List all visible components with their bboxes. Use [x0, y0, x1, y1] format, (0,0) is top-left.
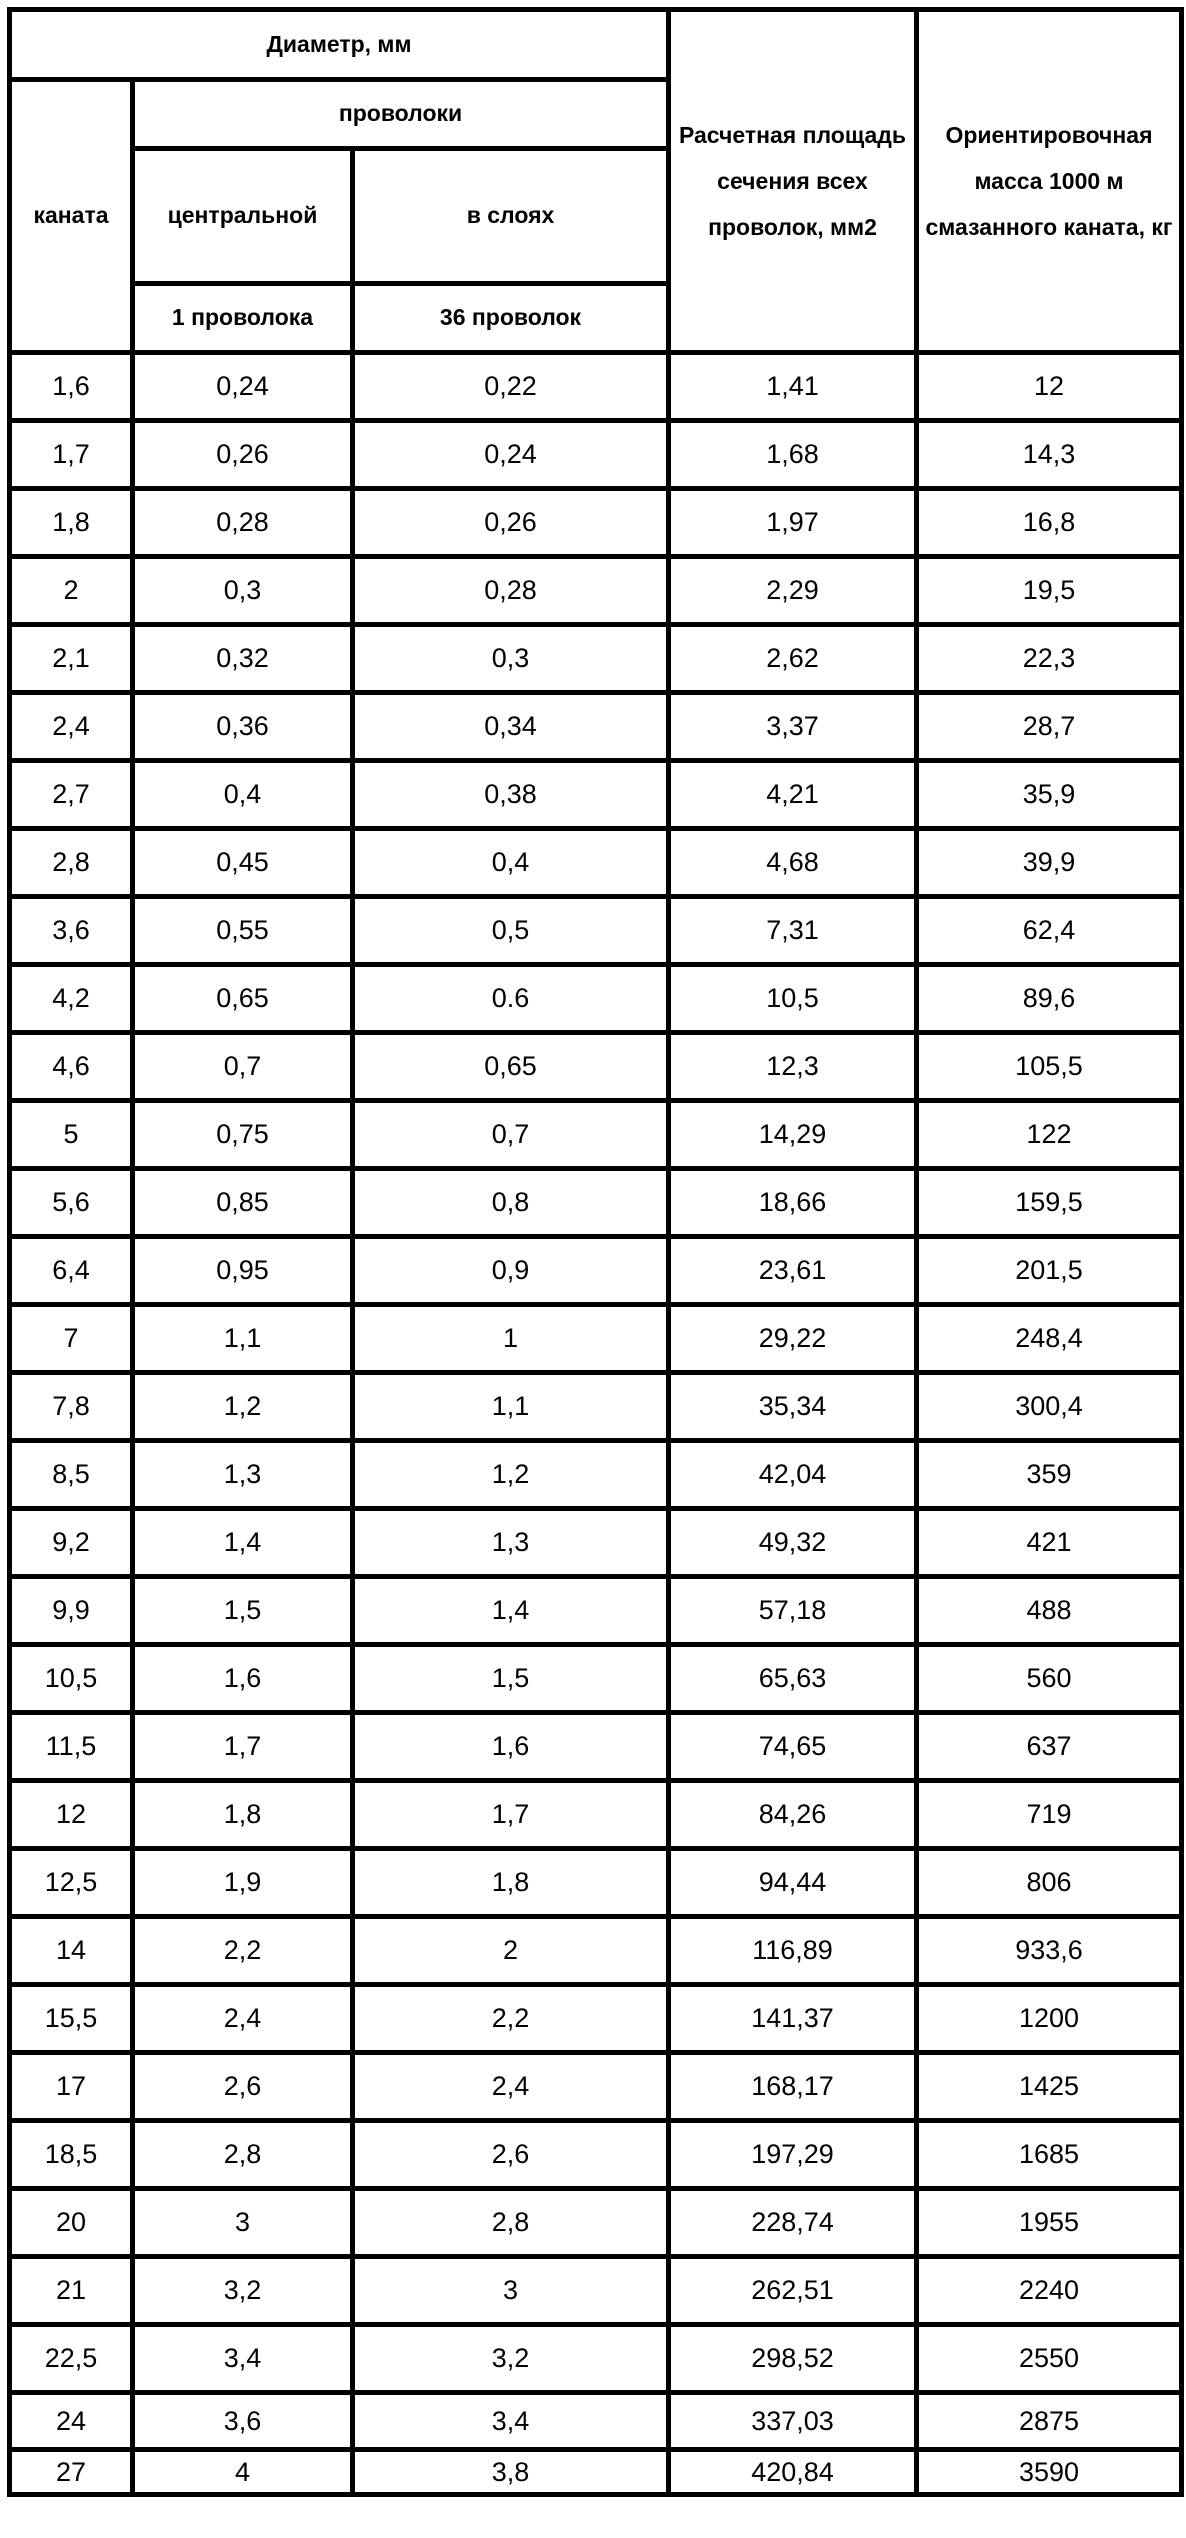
cell-central-wire-diameter: 0,75 [133, 1101, 353, 1169]
cell-mass-per-1000m: 359 [917, 1441, 1182, 1509]
table-row [10, 1237, 1182, 1305]
cell-cross-section-area: 197,29 [669, 2121, 917, 2189]
cell-central-wire-diameter: 2,8 [133, 2121, 353, 2189]
cell-cross-section-area: 23,61 [669, 1237, 917, 1305]
cell-layer-wire-diameter: 0,3 [353, 625, 669, 693]
table-row [10, 1645, 1182, 1713]
cell-layer-wire-diameter: 0,7 [353, 1101, 669, 1169]
cell-cross-section-area: 29,22 [669, 1305, 917, 1373]
cell-mass-per-1000m: 201,5 [917, 1237, 1182, 1305]
cell-layer-wire-diameter: 0,34 [353, 693, 669, 761]
cell-rope-diameter: 15,5 [10, 1985, 133, 2053]
cell-rope-diameter: 12,5 [10, 1849, 133, 1917]
cell-central-wire-diameter: 2,4 [133, 1985, 353, 2053]
cell-cross-section-area: 3,37 [669, 693, 917, 761]
table-row [10, 2450, 1182, 2495]
cell-rope-diameter: 21 [10, 2257, 133, 2325]
table-row [10, 1849, 1182, 1917]
cell-mass-per-1000m: 1200 [917, 1985, 1182, 2053]
cell-central-wire-diameter: 1,3 [133, 1441, 353, 1509]
cell-rope-diameter: 5 [10, 1101, 133, 1169]
cell-central-wire-diameter: 1,5 [133, 1577, 353, 1645]
cell-cross-section-area: 228,74 [669, 2189, 917, 2257]
cell-cross-section-area: 57,18 [669, 1577, 917, 1645]
table-row [10, 1033, 1182, 1101]
cell-central-wire-diameter: 0,55 [133, 897, 353, 965]
cell-cross-section-area: 116,89 [669, 1917, 917, 1985]
cell-mass-per-1000m: 2875 [917, 2393, 1182, 2450]
cell-layer-wire-diameter: 1,5 [353, 1645, 669, 1713]
cell-mass-per-1000m: 105,5 [917, 1033, 1182, 1101]
cell-cross-section-area: 35,34 [669, 1373, 917, 1441]
table-row [10, 557, 1182, 625]
cell-rope-diameter: 5,6 [10, 1169, 133, 1237]
cell-central-wire-diameter: 3,6 [133, 2393, 353, 2450]
cell-rope-diameter: 9,9 [10, 1577, 133, 1645]
header-mass: Ориентировочная масса 1000 м смазанного каната, кг [917, 10, 1182, 353]
cell-layer-wire-diameter: 3,4 [353, 2393, 669, 2450]
cell-mass-per-1000m: 62,4 [917, 897, 1182, 965]
cell-central-wire-diameter: 0,65 [133, 965, 353, 1033]
cell-mass-per-1000m: 421 [917, 1509, 1182, 1577]
cell-central-wire-diameter: 2,2 [133, 1917, 353, 1985]
cell-cross-section-area: 1,41 [669, 353, 917, 421]
cell-central-wire-diameter: 3,4 [133, 2325, 353, 2393]
cell-mass-per-1000m: 28,7 [917, 693, 1182, 761]
header-one-wire: 1 проволока [133, 284, 353, 353]
cell-layer-wire-diameter: 2,2 [353, 1985, 669, 2053]
cell-central-wire-diameter: 0,32 [133, 625, 353, 693]
wire-rope-table [7, 7, 1184, 2497]
table-row [10, 1713, 1182, 1781]
header-central-wire: центральной [133, 149, 353, 284]
cell-mass-per-1000m: 1425 [917, 2053, 1182, 2121]
cell-mass-per-1000m: 300,4 [917, 1373, 1182, 1441]
header-in-layers: в слоях [353, 149, 669, 284]
table-row [10, 1101, 1182, 1169]
cell-rope-diameter: 2,4 [10, 693, 133, 761]
cell-central-wire-diameter: 2,6 [133, 2053, 353, 2121]
table-row [10, 1577, 1182, 1645]
cell-central-wire-diameter: 0,45 [133, 829, 353, 897]
cell-mass-per-1000m: 2240 [917, 2257, 1182, 2325]
cell-layer-wire-diameter: 1,2 [353, 1441, 669, 1509]
cell-rope-diameter: 7 [10, 1305, 133, 1373]
cell-cross-section-area: 7,31 [669, 897, 917, 965]
table-row [10, 489, 1182, 557]
cell-rope-diameter: 2,7 [10, 761, 133, 829]
cell-layer-wire-diameter: 0.6 [353, 965, 669, 1033]
cell-mass-per-1000m: 637 [917, 1713, 1182, 1781]
cell-layer-wire-diameter: 2 [353, 1917, 669, 1985]
cell-cross-section-area: 4,68 [669, 829, 917, 897]
cell-cross-section-area: 49,32 [669, 1509, 917, 1577]
cell-central-wire-diameter: 0,24 [133, 353, 353, 421]
cell-cross-section-area: 168,17 [669, 2053, 917, 2121]
table-row [10, 897, 1182, 965]
cell-cross-section-area: 337,03 [669, 2393, 917, 2450]
cell-mass-per-1000m: 14,3 [917, 421, 1182, 489]
cell-central-wire-diameter: 0,26 [133, 421, 353, 489]
cell-rope-diameter: 8,5 [10, 1441, 133, 1509]
table-row [10, 829, 1182, 897]
cell-rope-diameter: 3,6 [10, 897, 133, 965]
cell-mass-per-1000m: 1955 [917, 2189, 1182, 2257]
cell-cross-section-area: 4,21 [669, 761, 917, 829]
cell-layer-wire-diameter: 0,38 [353, 761, 669, 829]
cell-rope-diameter: 24 [10, 2393, 133, 2450]
cell-cross-section-area: 1,97 [669, 489, 917, 557]
table-row [10, 1917, 1182, 1985]
cell-mass-per-1000m: 1685 [917, 2121, 1182, 2189]
cell-rope-diameter: 18,5 [10, 2121, 133, 2189]
table-row [10, 1305, 1182, 1373]
cell-layer-wire-diameter: 1,1 [353, 1373, 669, 1441]
cell-central-wire-diameter: 3,2 [133, 2257, 353, 2325]
cell-rope-diameter: 10,5 [10, 1645, 133, 1713]
cell-rope-diameter: 4,6 [10, 1033, 133, 1101]
cell-mass-per-1000m: 12 [917, 353, 1182, 421]
cell-layer-wire-diameter: 0,65 [353, 1033, 669, 1101]
cell-mass-per-1000m: 560 [917, 1645, 1182, 1713]
cell-layer-wire-diameter: 3,2 [353, 2325, 669, 2393]
cell-layer-wire-diameter: 0,24 [353, 421, 669, 489]
cell-central-wire-diameter: 0,4 [133, 761, 353, 829]
header-diameter-group: Диаметр, мм [10, 10, 669, 80]
cell-layer-wire-diameter: 1,8 [353, 1849, 669, 1917]
table-row [10, 2053, 1182, 2121]
cell-central-wire-diameter: 1,4 [133, 1509, 353, 1577]
cell-mass-per-1000m: 248,4 [917, 1305, 1182, 1373]
cell-rope-diameter: 4,2 [10, 965, 133, 1033]
table-row [10, 761, 1182, 829]
cell-layer-wire-diameter: 0,28 [353, 557, 669, 625]
table-row [10, 625, 1182, 693]
cell-central-wire-diameter: 4 [133, 2450, 353, 2495]
cell-central-wire-diameter: 0,28 [133, 489, 353, 557]
cell-layer-wire-diameter: 2,8 [353, 2189, 669, 2257]
cell-central-wire-diameter: 0,3 [133, 557, 353, 625]
cell-rope-diameter: 17 [10, 2053, 133, 2121]
table-row [10, 353, 1182, 421]
cell-cross-section-area: 141,37 [669, 1985, 917, 2053]
cell-layer-wire-diameter: 3 [353, 2257, 669, 2325]
cell-layer-wire-diameter: 0,26 [353, 489, 669, 557]
cell-mass-per-1000m: 933,6 [917, 1917, 1182, 1985]
cell-mass-per-1000m: 39,9 [917, 829, 1182, 897]
table-row [10, 965, 1182, 1033]
cell-cross-section-area: 298,52 [669, 2325, 917, 2393]
cell-rope-diameter: 2,1 [10, 625, 133, 693]
table-row [10, 1985, 1182, 2053]
cell-rope-diameter: 22,5 [10, 2325, 133, 2393]
cell-layer-wire-diameter: 0,22 [353, 353, 669, 421]
cell-rope-diameter: 1,8 [10, 489, 133, 557]
cell-mass-per-1000m: 2550 [917, 2325, 1182, 2393]
cell-rope-diameter: 7,8 [10, 1373, 133, 1441]
cell-layer-wire-diameter: 3,8 [353, 2450, 669, 2495]
cell-layer-wire-diameter: 2,6 [353, 2121, 669, 2189]
cell-mass-per-1000m: 22,3 [917, 625, 1182, 693]
cell-mass-per-1000m: 19,5 [917, 557, 1182, 625]
cell-central-wire-diameter: 0,7 [133, 1033, 353, 1101]
cell-rope-diameter: 11,5 [10, 1713, 133, 1781]
cell-cross-section-area: 14,29 [669, 1101, 917, 1169]
cell-mass-per-1000m: 806 [917, 1849, 1182, 1917]
cell-mass-per-1000m: 122 [917, 1101, 1182, 1169]
cell-mass-per-1000m: 3590 [917, 2450, 1182, 2495]
cell-cross-section-area: 10,5 [669, 965, 917, 1033]
cell-cross-section-area: 42,04 [669, 1441, 917, 1509]
cell-layer-wire-diameter: 0,4 [353, 829, 669, 897]
cell-layer-wire-diameter: 1,6 [353, 1713, 669, 1781]
cell-mass-per-1000m: 719 [917, 1781, 1182, 1849]
cell-layer-wire-diameter: 0,9 [353, 1237, 669, 1305]
cell-cross-section-area: 18,66 [669, 1169, 917, 1237]
header-wires-group: проволоки [133, 80, 669, 149]
table-row [10, 693, 1182, 761]
cell-layer-wire-diameter: 1 [353, 1305, 669, 1373]
table-row [10, 2325, 1182, 2393]
cell-rope-diameter: 20 [10, 2189, 133, 2257]
cell-layer-wire-diameter: 1,4 [353, 1577, 669, 1645]
cell-layer-wire-diameter: 2,4 [353, 2053, 669, 2121]
cell-cross-section-area: 262,51 [669, 2257, 917, 2325]
header-cross-section: Расчетная площадь сечения всех проволок, мм2 [669, 10, 917, 353]
cell-central-wire-diameter: 1,6 [133, 1645, 353, 1713]
cell-central-wire-diameter: 1,9 [133, 1849, 353, 1917]
table-row [10, 2257, 1182, 2325]
cell-central-wire-diameter: 0,85 [133, 1169, 353, 1237]
table-row [10, 2189, 1182, 2257]
cell-central-wire-diameter: 1,2 [133, 1373, 353, 1441]
table-row [10, 1781, 1182, 1849]
table-row [10, 1373, 1182, 1441]
cell-rope-diameter: 9,2 [10, 1509, 133, 1577]
cell-central-wire-diameter: 0,36 [133, 693, 353, 761]
cell-cross-section-area: 84,26 [669, 1781, 917, 1849]
table-row [10, 1441, 1182, 1509]
table-body [10, 353, 1182, 2495]
cell-rope-diameter: 2 [10, 557, 133, 625]
cell-rope-diameter: 2,8 [10, 829, 133, 897]
cell-central-wire-diameter: 0,95 [133, 1237, 353, 1305]
cell-cross-section-area: 94,44 [669, 1849, 917, 1917]
cell-mass-per-1000m: 89,6 [917, 965, 1182, 1033]
cell-cross-section-area: 1,68 [669, 421, 917, 489]
table-row [10, 1169, 1182, 1237]
cell-layer-wire-diameter: 0,5 [353, 897, 669, 965]
cell-rope-diameter: 27 [10, 2450, 133, 2495]
cell-cross-section-area: 420,84 [669, 2450, 917, 2495]
cell-rope-diameter: 12 [10, 1781, 133, 1849]
cell-mass-per-1000m: 16,8 [917, 489, 1182, 557]
table-row [10, 2393, 1182, 2450]
cell-cross-section-area: 12,3 [669, 1033, 917, 1101]
header-row-diameter [10, 10, 1182, 80]
cell-layer-wire-diameter: 1,7 [353, 1781, 669, 1849]
cell-mass-per-1000m: 488 [917, 1577, 1182, 1645]
table-header [10, 10, 1182, 353]
cell-cross-section-area: 2,29 [669, 557, 917, 625]
cell-layer-wire-diameter: 1,3 [353, 1509, 669, 1577]
table-row [10, 421, 1182, 489]
table-row [10, 2121, 1182, 2189]
cell-central-wire-diameter: 3 [133, 2189, 353, 2257]
cell-rope-diameter: 6,4 [10, 1237, 133, 1305]
cell-cross-section-area: 2,62 [669, 625, 917, 693]
table-row [10, 1509, 1182, 1577]
cell-rope-diameter: 1,7 [10, 421, 133, 489]
header-rope: каната [10, 80, 133, 353]
cell-cross-section-area: 65,63 [669, 1645, 917, 1713]
header-thirty-six-wires: 36 проволок [353, 284, 669, 353]
cell-rope-diameter: 14 [10, 1917, 133, 1985]
cell-central-wire-diameter: 1,1 [133, 1305, 353, 1373]
cell-central-wire-diameter: 1,7 [133, 1713, 353, 1781]
cell-rope-diameter: 1,6 [10, 353, 133, 421]
cell-layer-wire-diameter: 0,8 [353, 1169, 669, 1237]
cell-mass-per-1000m: 35,9 [917, 761, 1182, 829]
cell-central-wire-diameter: 1,8 [133, 1781, 353, 1849]
cell-cross-section-area: 74,65 [669, 1713, 917, 1781]
cell-mass-per-1000m: 159,5 [917, 1169, 1182, 1237]
